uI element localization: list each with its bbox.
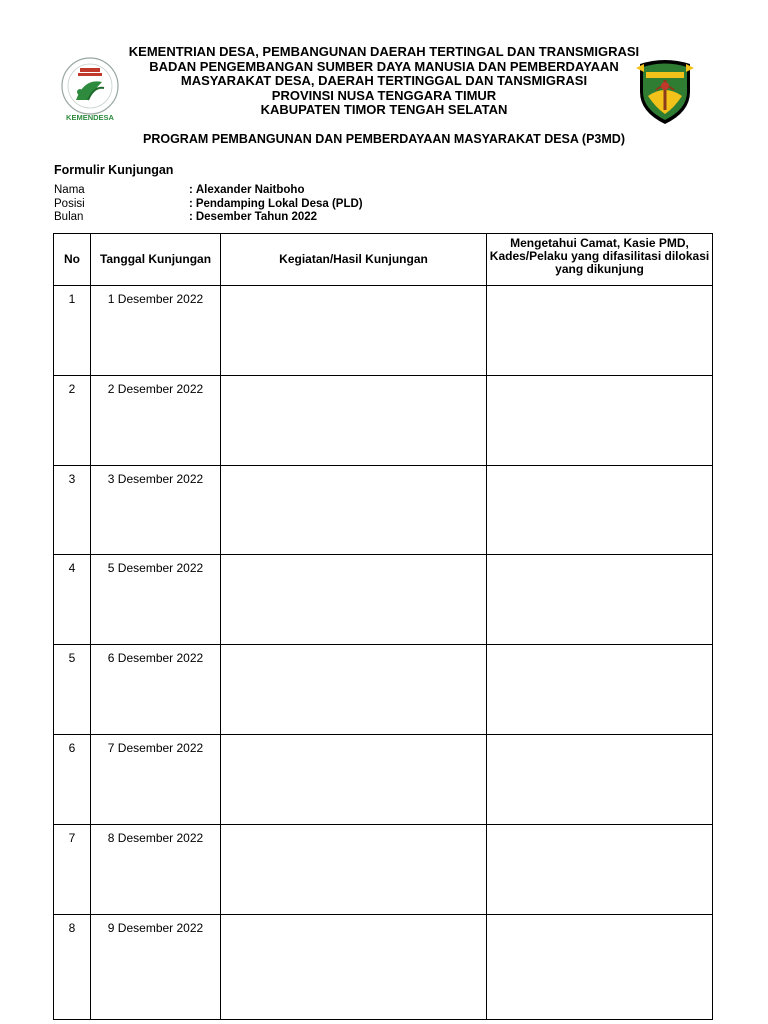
header-line-1: KEMENTRIAN DESA, PEMBANGUNAN DAERAH TERTINGAL DAN TRANSMIGRASI	[128, 44, 640, 59]
info-value-month-text: Desember Tahun 2022	[195, 211, 318, 223]
cell-date: 7 Desember 2022	[91, 734, 221, 824]
cell-signature[interactable]	[487, 914, 713, 1019]
header-date: Tanggal Kunjungan	[91, 234, 221, 286]
cell-activity[interactable]	[221, 375, 487, 465]
header-activity: Kegiatan/Hasil Kunjungan	[221, 234, 487, 286]
kemendesa-logo-text: KEMENDESA	[66, 113, 114, 122]
cell-activity[interactable]	[221, 914, 487, 1019]
info-value-position	[189, 198, 363, 212]
cell-activity[interactable]	[221, 465, 487, 555]
cell-no: 3	[54, 465, 91, 555]
header-acknowledgement: Mengetahui Camat, Kasie PMD, Kades/Pelaku yang difasilitasi dilokasi yang dikunjung	[487, 234, 713, 286]
info-value-name-text: Alexander Naitboho	[195, 184, 305, 196]
table-row	[54, 375, 713, 465]
header-line-3: MASYARAKAT DESA, DAERAH TERTINGGAL DAN TANSMIGRASI	[180, 73, 588, 89]
cell-activity[interactable]	[221, 734, 487, 824]
table-header-row	[54, 234, 713, 286]
cell-date: 5 Desember 2022	[91, 555, 221, 645]
info-label-name: Nama	[54, 184, 85, 196]
cell-date: 3 Desember 2022	[91, 465, 221, 555]
table-row	[54, 555, 713, 645]
header-no: No	[54, 234, 91, 286]
cell-no: 4	[54, 555, 91, 645]
program-title: PROGRAM PEMBANGUNAN DAN PEMBERDAYAAN MASYARAKAT DESA (P3MD)	[143, 132, 625, 146]
cell-date: 6 Desember 2022	[91, 645, 221, 735]
cell-activity[interactable]	[221, 286, 487, 376]
cell-signature[interactable]	[487, 375, 713, 465]
header-line-5: KABUPATEN TIMOR TENGAH SELATAN	[260, 102, 508, 118]
cell-signature[interactable]	[487, 824, 713, 914]
header-line-4: PROVINSI NUSA TENGGARA TIMUR	[271, 87, 497, 103]
cell-no: 8	[54, 914, 91, 1019]
kemendesa-logo	[58, 56, 122, 124]
cell-date: 1 Desember 2022	[91, 286, 221, 376]
cell-no: 2	[54, 375, 91, 465]
info-value-name	[189, 184, 304, 198]
cell-date: 2 Desember 2022	[91, 375, 221, 465]
form-title: Formulir Kunjungan	[54, 163, 174, 177]
regency-emblem	[634, 56, 696, 126]
cell-no: 7	[54, 824, 91, 914]
cell-signature[interactable]	[487, 734, 713, 824]
table-row	[54, 645, 713, 735]
cell-no: 1	[54, 286, 91, 376]
visit-table	[53, 233, 713, 1020]
cell-activity[interactable]	[221, 555, 487, 645]
info-separator: :	[189, 197, 193, 210]
info-label-position: Posisi	[54, 197, 85, 210]
table-row	[54, 286, 713, 376]
cell-activity[interactable]	[221, 824, 487, 914]
info-value-position-text: Pendamping Lokal Desa (PLD)	[195, 197, 363, 210]
info-separator: :	[189, 211, 193, 223]
table-row	[54, 465, 713, 555]
cell-no: 6	[54, 734, 91, 824]
cell-signature[interactable]	[487, 555, 713, 645]
cell-signature[interactable]	[487, 645, 713, 735]
info-label-month: Bulan	[54, 211, 84, 223]
cell-date: 9 Desember 2022	[91, 914, 221, 1019]
cell-activity[interactable]	[221, 645, 487, 735]
cell-date: 8 Desember 2022	[91, 824, 221, 914]
table-row	[54, 734, 713, 824]
info-value-month	[189, 211, 317, 225]
table-row	[54, 824, 713, 914]
info-separator: :	[189, 184, 193, 196]
letterhead	[120, 45, 648, 118]
cell-no: 5	[54, 645, 91, 735]
table-row	[54, 914, 713, 1019]
header-line-2: BADAN PENGEMBANGAN SUMBER DAYA MANUSIA DAN PEMBERDAYAAN	[149, 58, 619, 74]
cell-signature[interactable]	[487, 465, 713, 555]
cell-signature[interactable]	[487, 286, 713, 376]
